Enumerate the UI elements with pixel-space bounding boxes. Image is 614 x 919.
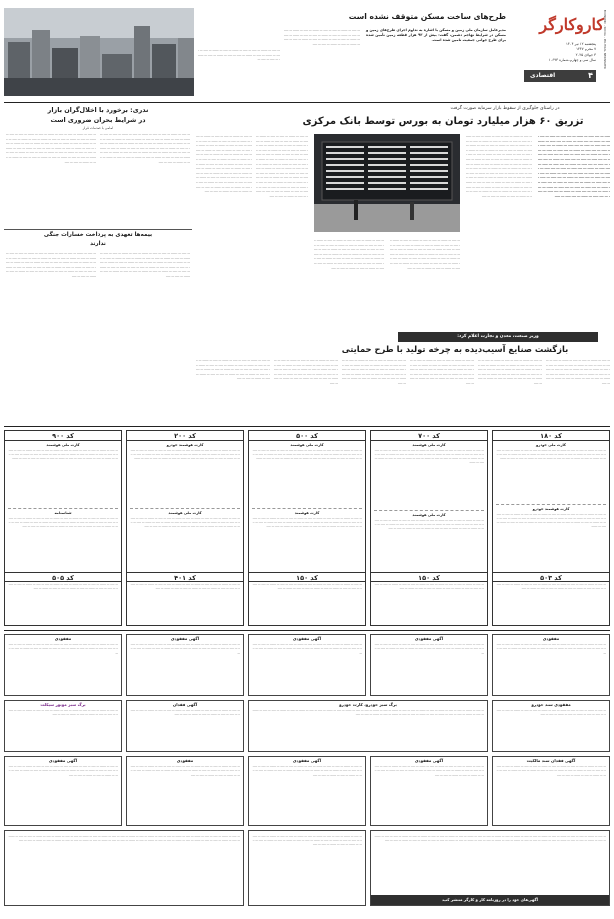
ad-text: ـــ ـــــ ـــ ـــــــ ـــ ـــــ ـــ ـــــ ـــ ـــــــ ـــ ـــــ ـــ ـــــــ ـــ ـــــ ـــ ـــــ ـــ ـــــــ ـــ ـــــ ـــ ـــــــ ـــ ـــــ ـــ ـــــ ـــ ـــــــ ـــ ـــــ ـــ ـــــــ ـــ ـــــ ـــ ـــــ ـــ ـــــــ ـــ ـــــ	[496, 581, 606, 590]
main-story-kicker: در راستای جلوگیری از سقوط بازار سرمایه صورت گرفت	[450, 106, 560, 111]
classified-title: آگهی مفقودی	[414, 636, 444, 641]
classified-ad	[4, 700, 122, 752]
main-story-body: ـــ ـــــ ـــ ـــــــ ـــ ـــــ ـــ ـــــ ـــ ـــــــ ـــ ـــــ ـــ ـــــــ ـــ ـــــ ـــ ـــــ ـــ ـــــــ ـــ ـــــ ـــ ـــــــ ـــ ـــــ ـــ ـــــ ـــ ـــــــ ـــ ـــــ ـــ ـــــــ ـــ ـــــ ـــ ـــــ ـــ ـــــــ ـــ ـــــ ـــ ـــــــ ـــ ـــــ ـــ ـــــ ـــ ـــــــ ـــ ـــــ ـــ ـــــــ ـــ ـــــ ـــ ـــــ ـــ ـــــــ ـــ ـــــ ـــ ـــــــ ـــ ـــــ ـــ ـــــ ـــ ـــــــ ـــ ـــــ ـــ ـــــــ ـــ ـــــ ـــ ـــــ ـــ ـــــــ ـــ ـــــ ـــ ـــــــ ـــ ـــــ ـــ ـــــ ـــ ـــــــ ـــ ـــــ ـــ ـــــــ ـــ ـــــ ـــ ـــــ ـــ ـــــــ ـــ ـــــ ـــ ـــــــ ـــ ـــــ ـــ ـــــ ـــ ـــــــ ـــ ـــــ ـــ ـــــــ ـــ ـــــ ـــ ـــــ ـــ ـــــــ ـــ ـــــ ـــ ـــــــ ـــ ـــــ ـــ ـــــ ـــ ـــــــ ـــ ـــــ ـــ ـــــــ ـــ ـــــ ـــ ـــــ ـــ ـــــــ ـــ ـــــ ـــ ـــــــ ـــ ـــــ ـــ ـــــ	[196, 134, 252, 194]
classified-text: ـــ ـــــ ـــ ـــــــ ـــ ـــــ ـــ ـــــ ـــ ـــــــ ـــ ـــــ ـــ ـــــــ ـــ ـــــ ـــ ـــــ ـــ ـــــــ ـــ ـــــ ـــ ـــــــ ـــ ـــــ ـــ ـــــ ـــ ـــــــ ـــ ـــــ ـــ ـــــــ ـــ ـــــ ـــ ـــــ ـــ ـــــــ ـــ ـــــ ـــ ـــــــ ـــ ـــــ ـــ ـــــ ـــ ـــــــ ـــ ـــــ ـــ ـــــــ ـــ ـــــ ـــ ـــــ	[252, 834, 362, 847]
ad-text: ـــ ـــــ ـــ ـــــــ ـــ ـــــ ـــ ـــــ ـــ ـــــــ ـــ ـــــ ـــ ـــــــ ـــ ـــــ ـــ ـــــ ـــ ـــــــ ـــ ـــــ ـــ ـــــــ ـــ ـــــ ـــ ـــــ ـــ ـــــــ ـــ ـــــ ـــ ـــــــ ـــ ـــــ ـــ ـــــ ـــ ـــــــ ـــ ـــــ ـــ ـــــــ ـــ ـــــ ـــ ـــــ ـــ ـــــــ ـــ ـــــ ـــ ـــــــ ـــ ـــــ ـــ ـــــ ـــ ـــــــ ـــ ـــــ ـــ ـــــــ ـــ ـــــ ـــ ـــــ	[252, 515, 362, 529]
ad-separator	[496, 504, 606, 505]
classified-ad	[492, 756, 610, 826]
ad-text: ـــ ـــــ ـــ ـــــــ ـــ ـــــ ـــ ـــــ ـــ ـــــــ ـــ ـــــ ـــ ـــــــ ـــ ـــــ ـــ ـــــ ـــ ـــــــ ـــ ـــــ ـــ ـــــــ ـــ ـــــ ـــ ـــــ ـــ ـــــــ ـــ ـــــ ـــ ـــــــ ـــ ـــــ ـــ ـــــ ـــ ـــــــ ـــ ـــــ ـــ ـــــــ ـــ ـــــ ـــ ـــــ ـــ ـــــــ ـــ ـــــ ـــ ـــــــ ـــ ـــــ ـــ ـــــ ـــ ـــــــ ـــ ـــــ ـــ ـــــــ ـــ ـــــ ـــ ـــــ	[130, 515, 240, 529]
ad-title: کارت ملی هوشمند	[290, 443, 324, 447]
logo: کاروکارگر	[539, 15, 604, 34]
side-story-headline: در شرایط بحران ضروری است	[50, 116, 146, 124]
ad-code: کد ۱۵۰	[249, 572, 365, 582]
ad-text: ـــ ـــــ ـــ ـــــــ ـــ ـــــ ـــ ـــــ ـــ ـــــــ ـــ ـــــ ـــ ـــــــ ـــ ـــــ ـــ ـــــ ـــ ـــــــ ـــ ـــــ ـــ ـــــــ ـــ ـــــ ـــ ـــــ ـــ ـــــــ ـــ ـــــ ـــ ـــــــ ـــ ـــــ ـــ ـــــ ـــ ـــــــ ـــ ـــــ	[130, 581, 240, 590]
ad-code: کد ۵۰۰	[249, 431, 365, 441]
side-story-headline: ندری: برخورد با اخلال‌گران بازار	[47, 106, 149, 114]
side-story-headline: بیمه‌ها تعهدی به پرداخت خسارات جنگی	[43, 232, 153, 238]
footer-ad-banner[interactable]	[371, 895, 609, 905]
classified-text: ـــ ـــــ ـــ ـــــــ ـــ ـــــ ـــ ـــــ ـــ ـــــــ ـــ ـــــ ـــ ـــــــ ـــ ـــــ ـــ ـــــ ـــ ـــــــ ـــ ـــــ ـــ ـــــــ ـــ ـــــ ـــ ـــــ ـــ ـــــــ ـــ ـــــ ـــ ـــــــ ـــ ـــــ ـــ ـــــ	[496, 708, 606, 717]
classified-title: مفقودی	[542, 636, 560, 641]
ad-code: کد ۷۰۰	[371, 431, 487, 441]
city-skyline-image	[4, 8, 194, 96]
industry-body: ـــ ـــــ ـــ ـــــــ ـــ ـــــ ـــ ـــــ ـــ ـــــــ ـــ ـــــ ـــ ـــــــ ـــ ـــــ ـــ ـــــ ـــ ـــــــ ـــ ـــــ ـــ ـــــــ ـــ ـــــ ـــ ـــــ ـــ ـــــــ ـــ ـــــ ـــ ـــــــ ـــ ـــــ ـــ ـــــ ـــ ـــــــ ـــ ـــــ ـــ ـــــــ ـــ ـــــ ـــ ـــــ ـــ ـــــــ ـــ ـــــ ـــ ـــــــ ـــ ـــــ ـــ ـــــ ـــ ـــــــ ـــ ـــــ ـــ ـــــــ ـــ ـــــ ـــ ـــــ	[478, 358, 542, 385]
classified-title: آگهی فقدان	[172, 702, 198, 707]
date-lines	[526, 42, 596, 64]
top-story-headline: طرح‌های ساخت مسکن متوقف نشده است	[348, 12, 506, 21]
ad-column	[248, 430, 366, 626]
main-story-lede: ـــــ ـــ ــــ ـــــ ـــ ــــــ ـــ ــــ ـــــ ـــ ـــــ ـــ ــــ ـــــ ـــ ــــــ ـــ ــــ ـــــ ـــ ـــــ ـــ ــــ ـــــ ـــ ــــــ ـــ ــــ ـــــ ـــ ـــــ ـــ ــــ ـــــ ـــ ــــــ ـــ ــــ ـــــ ـــ ـــــ ـــ ــــ ـــــ ـــ ــــــ ـــ ــــ ـــــ ـــ ـــــ ـــ ــــ ـــــ ـــ ــــــ ـــ ــــ ـــــ ـــ ـــــ ـــ ــــ ـــــ ـــ ــــــ ـــ ــــ ـــــ ـــ ـــــ ـــ ــــ ـــــ ـــ ــــــ ـــ ــــ ـــــ ـــ ـــــ ـــ ــــ ـــــ ـــ ــــــ ـــ ــــ ـــــ ـــ ـــــ ـــ ــــ ـــــ ـــ ــــــ ـــ ــــ ـــــ ـــ ـــــ ـــ ــــ ـــــ ـــ ــــــ ـــ ــــ ـــــ ـــ ـــــ ـــ ــــ ـــــ ـــ ــــــ ـــ ــــ ـــــ ـــ ـــــ ـــ ــــ ـــــ ـــ ــــــ ـــ ــــ ـــــ ـــ ـــــ ـــ ــــ ـــــ ـــ ــــــ ـــ ــــ ـــــ ـــ ـــــ ـــ ــــ ـــــ ـــ ــــــ ـــ ــــ ـــــ ـــ ـــــ ـــ ــــ ـــــ ـــ ــــــ ـــ ــــ ـــــ ـــ ـــــ ـــ ــــ ـــــ ـــ ــــــ ـــ ــــ ـــــ ـــ ـــــ ـــ ــــ ـــــ ـــ ــــــ ـــ ــــ ـــــ ـــ ـــــ	[538, 134, 610, 198]
classified-ad	[370, 756, 488, 826]
ad-text: ـــ ـــــ ـــ ـــــــ ـــ ـــــ ـــ ـــــ ـــ ـــــــ ـــ ـــــ ـــ ـــــــ ـــ ـــــ ـــ ـــــ ـــ ـــــــ ـــ ـــــ ـــ ـــــــ ـــ ـــــ ـــ ـــــ ـــ ـــــــ ـــ ـــــ ـــ ـــــــ ـــ ـــــ ـــ ـــــ ـــ ـــــــ ـــ ـــــ ـــ ـــــــ ـــ ـــــ ـــ ـــــ ـــ ـــــــ ـــ ـــــ ـــ ـــــــ ـــ ـــــ ـــ ـــــ ـــ ـــــــ ـــ ـــــ ـــ ـــــــ ـــ ـــــ ـــ ـــــ ـــ ـــــــ	[252, 447, 362, 461]
classified-title: مفقودی	[176, 758, 194, 763]
classified-text: ـــ ـــــ ـــ ـــــــ ـــ ـــــ ـــ ـــــ ـــ ـــــــ ـــ ـــــ ـــ ـــــــ ـــ ـــــ ـــ ـــــ ـــ ـــــــ ـــ ـــــ ـــ ـــــــ ـــ ـــــ ـــ ـــــ ـــ ـــــــ ـــ ـــــ ـــ ـــــــ ـــ ـــــ ـــ ـــــ ـــ ـــــــ ـــ ـــــ ـــ ـــــــ ـــ ـــــ ـــ ـــــ	[8, 642, 118, 655]
classified-title: مفقودی سند خودرو	[531, 702, 571, 707]
ad-subtitle: شناسنامه	[54, 510, 72, 515]
ad-column	[126, 430, 244, 626]
industry-kicker: وزیر صنعت، معدن و تجارت اعلام کرد:	[398, 332, 598, 342]
ad-text: ـــ ـــــ ـــ ـــــــ ـــ ـــــ ـــ ـــــ ـــ ـــــــ ـــ ـــــ ـــ ـــــــ ـــ ـــــ ـــ ـــــ ـــ ـــــــ ـــ ـــــ ـــ ـــــــ ـــ ـــــ ـــ ـــــ ـــ ـــــــ ـــ ـــــ ـــ ـــــــ ـــ ـــــ ـــ ـــــ ـــ ـــــــ ـــ ـــــ ـــ ـــــــ ـــ ـــــ ـــ ـــــ ـــ ـــــــ ـــ ـــــ ـــ ـــــــ ـــ ـــــ ـــ ـــــ ـــ ـــــــ ـــ ـــــ ـــ ـــــــ ـــ ـــــ ـــ ـــــ ـــ ـــــــ	[130, 447, 240, 461]
ad-separator	[130, 508, 240, 509]
industry-body: ـــ ـــــ ـــ ـــــــ ـــ ـــــ ـــ ـــــ ـــ ـــــــ ـــ ـــــ ـــ ـــــــ ـــ ـــــ ـــ ـــــ ـــ ـــــــ ـــ ـــــ ـــ ـــــــ ـــ ـــــ ـــ ـــــ ـــ ـــــــ ـــ ـــــ ـــ ـــــــ ـــ ـــــ ـــ ـــــ ـــ ـــــــ ـــ ـــــ ـــ ـــــــ ـــ ـــــ ـــ ـــــ ـــ ـــــــ ـــ ـــــ ـــ ـــــــ ـــ ـــــ ـــ ـــــ ـــ ـــــــ ـــ ـــــ ـــ ـــــــ ـــ ـــــ ـــ ـــــ	[342, 358, 406, 385]
ad-code: کد ۱۸۰	[493, 431, 609, 441]
ad-subtitle: کارت ملی هوشمند	[168, 510, 202, 515]
classified-title: آگهی مفقودی	[48, 758, 78, 763]
side-story	[4, 104, 192, 330]
classified-ad	[248, 634, 366, 696]
classified-ad	[492, 634, 610, 696]
classified-title: آگهی مفقودی	[414, 758, 444, 763]
ad-code: کد ۵۰۳	[493, 572, 609, 582]
divider	[4, 102, 610, 103]
divider	[4, 426, 610, 427]
main-story-body: ـــ ـــــ ـــ ـــــــ ـــ ـــــ ـــ ـــــ ـــ ـــــــ ـــ ـــــ ـــ ـــــــ ـــ ـــــ ـــ ـــــ ـــ ـــــــ ـــ ـــــ ـــ ـــــــ ـــ ـــــ ـــ ـــــ ـــ ـــــــ ـــ ـــــ ـــ ـــــــ ـــ ـــــ ـــ ـــــ ـــ ـــــــ ـــ ـــــ ـــ ـــــــ ـــ ـــــ ـــ ـــــ ـــ ـــــــ ـــ ـــــ ـــ ـــــــ ـــ ـــــ ـــ ـــــ ـــ ـــــــ ـــ ـــــ ـــ ـــــــ ـــ ـــــ ـــ ـــــ ـــ ـــــــ ـــ ـــــ ـــ ـــــــ ـــ ـــــ ـــ ـــــ ـــ ـــــــ ـــ ـــــ ـــ ـــــــ ـــ ـــــ ـــ ـــــ ـــ ـــــــ ـــ ـــــ ـــ ـــــــ ـــ ـــــ ـــ ـــــ	[390, 238, 460, 270]
ad-text: ـــ ـــــ ـــ ـــــــ ـــ ـــــ ـــ ـــــ ـــ ـــــــ ـــ ـــــ ـــ ـــــــ ـــ ـــــ ـــ ـــــ ـــ ـــــــ ـــ ـــــ ـــ ـــــــ ـــ ـــــ ـــ ـــــ ـــ ـــــــ ـــ ـــــ ـــ ـــــــ ـــ ـــــ ـــ ـــــ ـــ ـــــــ ـــ ـــــ	[8, 581, 118, 590]
industry-body: ـــ ـــــ ـــ ـــــــ ـــ ـــــ ـــ ـــــ ـــ ـــــــ ـــ ـــــ ـــ ـــــــ ـــ ـــــ ـــ ـــــ ـــ ـــــــ ـــ ـــــ ـــ ـــــــ ـــ ـــــ ـــ ـــــ ـــ ـــــــ ـــ ـــــ ـــ ـــــــ ـــ ـــــ ـــ ـــــ ـــ ـــــــ ـــ ـــــ ـــ ـــــــ ـــ ـــــ ـــ ـــــ ـــ ـــــــ ـــ ـــــ ـــ ـــــــ ـــ ـــــ ـــ ـــــ ـــ ـــــــ ـــ ـــــ ـــ ـــــــ ـــ ـــــ ـــ ـــــ	[196, 358, 270, 381]
classified-text: ـــ ـــــ ـــ ـــــــ ـــ ـــــ ـــ ـــــ ـــ ـــــــ ـــ ـــــ ـــ ـــــــ ـــ ـــــ ـــ ـــــ ـــ ـــــــ ـــ ـــــ ـــ ـــــــ ـــ ـــــ ـــ ـــــ ـــ ـــــــ ـــ ـــــ ـــ ـــــــ ـــ ـــــ ـــ ـــــ ـــ ـــــــ ـــ ـــــ ـــ ـــــــ ـــ ـــــ ـــ ـــــ	[374, 642, 484, 655]
side-story-byline: امامی با صدمات قرار	[82, 126, 114, 130]
ad-text: ـــ ـــــ ـــ ـــــــ ـــ ـــــ ـــ ـــــ ـــ ـــــــ ـــ ـــــ ـــ ـــــــ ـــ ـــــ ـــ ـــــ ـــ ـــــــ ـــ ـــــ ـــ ـــــــ ـــ ـــــ ـــ ـــــ ـــ ـــــــ ـــ ـــــ ـــ ـــــــ ـــ ـــــ ـــ ـــــ ـــ ـــــــ ـــ ـــــ	[374, 581, 484, 590]
top-story-body: ـــ ـــــ ـــ ـــــــ ـــ ـــــ ـــ ـــــ ـــ ـــــــ ـــ ـــــ ـــ ـــــــ ـــ ـــــ ـــ ـــــ ـــ ـــــــ ـــ ـــــ ـــ ـــــــ ـــ ـــــ ـــ ـــــ ـــ ـــــــ ـــ ـــــ ـــ ـــــــ ـــ ـــــ ـــ ـــــ ـــ	[198, 48, 280, 62]
classified-ad	[4, 830, 244, 906]
classified-text: ـــ ـــــ ـــ ـــــــ ـــ ـــــ ـــ ـــــ ـــ ـــــــ ـــ ـــــ ـــ ـــــــ ـــ ـــــ ـــ ـــــ ـــ ـــــــ ـــ ـــــ ـــ ـــــــ ـــ ـــــ ـــ ـــــ ـــ ـــــــ ـــ ـــــ ـــ ـــــــ ـــ ـــــ ـــ ـــــ ـــ ـــــــ ـــ ـــــ ـــ ـــــــ ـــ ـــــ ـــ ـــــ	[496, 642, 606, 655]
date-line: سال سی و چهارم-شماره ۱۰۶۹۳	[548, 58, 596, 63]
ad-text: ـــ ـــــ ـــ ـــــــ ـــ ـــــ ـــ ـــــ ـــ ـــــــ ـــ ـــــ ـــ ـــــــ ـــ ـــــ ـــ ـــــ ـــ ـــــــ ـــ ـــــ ـــ ـــــــ ـــ ـــــ ـــ ـــــ ـــ ـــــــ ـــ ـــــ ـــ ـــــــ ـــ ـــــ ـــ ـــــ ـــ ـــــــ ـــ ـــــ ـــ ـــــــ ـــ ـــــ ـــ ـــــ ـــ ـــــــ ـــ ـــــ ـــ ـــــــ ـــ ـــــ ـــ ـــــ ـــ ـــــــ ـــ ـــــ ـــ ـــــــ ـــ ـــــ ـــ ـــــ	[374, 517, 484, 531]
classified-ad	[248, 830, 366, 906]
date-line: ۳ جولای ۲۰۲۵	[575, 52, 596, 57]
masthead	[514, 8, 610, 100]
ad-code: کد ۹۰۰	[5, 431, 121, 441]
classified-ad	[370, 830, 610, 906]
ad-text: ـــ ـــــ ـــ ـــــــ ـــ ـــــ ـــ ـــــ ـــ ـــــــ ـــ ـــــ ـــ ـــــــ ـــ ـــــ ـــ ـــــ ـــ ـــــــ ـــ ـــــ ـــ ـــــــ ـــ ـــــ ـــ ـــــ ـــ ـــــــ ـــ ـــــ ـــ ـــــــ ـــ ـــــ ـــ ـــــ ـــ ـــــــ ـــ ـــــ ـــ ـــــــ ـــ ـــــ ـــ ـــــ ـــ ـــــــ ـــ ـــــ ـــ ـــــــ ـــ ـــــ ـــ ـــــ ـــ ـــــــ ـــ ـــــ ـــ ـــــــ ـــ ـــــ ـــ ـــــ ـــ ـــــــ	[496, 447, 606, 461]
masthead-vertical-text: ECONOMIC - SOCIAL - POLITICAL NEWSPAPER	[602, 9, 606, 69]
ad-separator	[8, 508, 118, 509]
top-story	[198, 8, 506, 100]
page-number: ۴	[588, 71, 593, 80]
ad-column	[4, 430, 122, 626]
classified-ad	[248, 700, 488, 752]
ad-text: ـــ ـــــ ـــ ـــــــ ـــ ـــــ ـــ ـــــ ـــ ـــــــ ـــ ـــــ ـــ ـــــــ ـــ ـــــ ـــ ـــــ ـــ ـــــــ ـــ ـــــ ـــ ـــــــ ـــ ـــــ ـــ ـــــ ـــ ـــــــ ـــ ـــــ ـــ ـــــــ ـــ ـــــ ـــ ـــــ ـــ ـــــــ ـــ ـــــ	[252, 581, 362, 590]
classified-ad	[126, 756, 244, 826]
stock-board-image	[314, 134, 460, 232]
ad-code: کد ۲۰۰	[127, 431, 243, 441]
date-line: پنجشنبه ۱۲ تیر ۱۴۰۴	[566, 42, 596, 46]
classified-text: ـــ ـــــ ـــ ـــــــ ـــ ـــــ ـــ ـــــ ـــ ـــــــ ـــ ـــــ ـــ ـــــــ ـــ ـــــ ـــ ـــــ ـــ ـــــــ ـــ ـــــ ـــ ـــــــ ـــ ـــــ ـــ ـــــ ـــ ـــــــ ـــ ـــــ ـــ ـــــــ ـــ ـــــ ـــ ـــــ ـــ ـــــــ ـــ ـــــ ـــ ـــــــ ـــ ـــــ ـــ ـــــ ـــ ـــــــ ـــ ـــــ ـــ ـــــــ ـــ ـــــ ـــ ـــــ	[130, 764, 240, 777]
classified-text: ـــ ـــــ ـــ ـــــــ ـــ ـــــ ـــ ـــــ ـــ ـــــــ ـــ ـــــ ـــ ـــــــ ـــ ـــــ ـــ ـــــ ـــ ـــــــ ـــ ـــــ ـــ ـــــــ ـــ ـــــ ـــ ـــــ ـــ ـــــــ ـــ ـــــ ـــ ـــــــ ـــ ـــــ ـــ ـــــ ـــ ـــــــ ـــ ـــــ ـــ ـــــــ ـــ ـــــ ـــ ـــــ ـــ ـــــــ ـــ ـــــ ـــ ـــــــ ـــ ـــــ ـــ ـــــ	[496, 764, 606, 777]
ad-columns	[4, 430, 610, 626]
city-skyline-photo	[4, 8, 194, 96]
ad-column	[370, 430, 488, 626]
industry-story	[196, 332, 610, 422]
ad-title: کارت ملی هوشمند	[412, 443, 446, 447]
industry-body: ـــ ـــــ ـــ ـــــــ ـــ ـــــ ـــ ـــــ ـــ ـــــــ ـــ ـــــ ـــ ـــــــ ـــ ـــــ ـــ ـــــ ـــ ـــــــ ـــ ـــــ ـــ ـــــــ ـــ ـــــ ـــ ـــــ ـــ ـــــــ ـــ ـــــ ـــ ـــــــ ـــ ـــــ ـــ ـــــ ـــ ـــــــ ـــ ـــــ ـــ ـــــــ ـــ ـــــ ـــ ـــــ ـــ ـــــــ ـــ ـــــ ـــ ـــــــ ـــ ـــــ ـــ ـــــ ـــ ـــــــ ـــ ـــــ ـــ ـــــــ ـــ ـــــ ـــ ـــــ	[410, 358, 474, 385]
ad-subtitle: کارت هوشمند خودرو	[532, 506, 570, 511]
ad-text: ـــ ـــــ ـــ ـــــــ ـــ ـــــ ـــ ـــــ ـــ ـــــــ ـــ ـــــ ـــ ـــــــ ـــ ـــــ ـــ ـــــ ـــ ـــــــ ـــ ـــــ ـــ ـــــــ ـــ ـــــ ـــ ـــــ ـــ ـــــــ ـــ ـــــ ـــ ـــــــ ـــ ـــــ ـــ ـــــ ـــ ـــــــ ـــ ـــــ ـــ ـــــــ ـــ ـــــ ـــ ـــــ ـــ ـــــــ ـــ ـــــ ـــ ـــــــ ـــ ـــــ ـــ ـــــ ـــ ـــــــ ـــ ـــــ ـــ ـــــــ ـــ ـــــ ـــ ـــــ	[8, 515, 118, 529]
section-bar	[524, 70, 596, 82]
classified-text: ـــ ـــــ ـــ ـــــــ ـــ ـــــ ـــ ـــــ ـــ ـــــــ ـــ ـــــ ـــ ـــــــ ـــ ـــــ ـــ ـــــ ـــ ـــــــ ـــ ـــــ ـــ ـــــــ ـــ ـــــ ـــ ـــــ ـــ ـــــــ ـــ ـــــ ـــ ـــــــ ـــ ـــــ ـــ ـــــ ـــ ـــــــ ـــ ـــــ ـــ ـــــــ ـــ ـــــ ـــ ـــــ ـــ ـــــــ ـــ ـــــ ـــ ـــــــ ـــ ـــــ ـــ ـــــ ـــ ـــــــ ـــ ـــــ ـــ ـــــــ ـــ ـــــ ـــ ـــــ ـــ ـــــــ ـــ ـــــ ـــ ـــــــ ـــ ـــــ ـــ ـــــ ـــ ـــــــ ـــ ـــــ ـــ ـــــــ ـــ ـــــ ـــ ـــــ ـــ ـــــــ ـــ ـــــ ـــ ـــــــ ـــ ـــــ ـــ ـــــ	[8, 834, 240, 843]
main-story-body: ـــ ـــــ ـــ ـــــــ ـــ ـــــ ـــ ـــــ ـــ ـــــــ ـــ ـــــ ـــ ـــــــ ـــ ـــــ ـــ ـــــ ـــ ـــــــ ـــ ـــــ ـــ ـــــــ ـــ ـــــ ـــ ـــــ ـــ ـــــــ ـــ ـــــ ـــ ـــــــ ـــ ـــــ ـــ ـــــ ـــ ـــــــ ـــ ـــــ ـــ ـــــــ ـــ ـــــ ـــ ـــــ ـــ ـــــــ ـــ ـــــ ـــ ـــــــ ـــ ـــــ ـــ ـــــ ـــ ـــــــ ـــ ـــــ ـــ ـــــــ ـــ ـــــ ـــ ـــــ ـــ ـــــــ ـــ ـــــ ـــ ـــــــ ـــ ـــــ ـــ ـــــ ـــ ـــــــ ـــ ـــــ ـــ ـــــــ ـــ ـــــ ـــ ـــــ ـــ ـــــــ ـــ ـــــ ـــ ـــــــ ـــ ـــــ ـــ ـــــ	[314, 238, 384, 270]
ad-subtitle: کارت هوشمند	[294, 510, 320, 515]
classified-ad	[492, 700, 610, 752]
classified-ad	[248, 756, 366, 826]
ad-separator	[374, 510, 484, 511]
ad-title: کارت ملی خودرو	[536, 443, 566, 447]
industry-body: ـــ ـــــ ـــ ـــــــ ـــ ـــــ ـــ ـــــ ـــ ـــــــ ـــ ـــــ ـــ ـــــــ ـــ ـــــ ـــ ـــــ ـــ ـــــــ ـــ ـــــ ـــ ـــــــ ـــ ـــــ ـــ ـــــ ـــ ـــــــ ـــ ـــــ ـــ ـــــــ ـــ ـــــ ـــ ـــــ ـــ ـــــــ ـــ ـــــ ـــ ـــــــ ـــ ـــــ ـــ ـــــ ـــ ـــــــ ـــ ـــــ ـــ ـــــــ ـــ ـــــ ـــ ـــــ ـــ ـــــــ ـــ ـــــ ـــ ـــــــ ـــ ـــــ ـــ ـــــ	[546, 358, 610, 385]
main-story-body: ـــ ـــــ ـــ ـــــــ ـــ ـــــ ـــ ـــــ ـــ ـــــــ ـــ ـــــ ـــ ـــــــ ـــ ـــــ ـــ ـــــ ـــ ـــــــ ـــ ـــــ ـــ ـــــــ ـــ ـــــ ـــ ـــــ ـــ ـــــــ ـــ ـــــ ـــ ـــــــ ـــ ـــــ ـــ ـــــ ـــ ـــــــ ـــ ـــــ ـــ ـــــــ ـــ ـــــ ـــ ـــــ ـــ ـــــــ ـــ ـــــ ـــ ـــــــ ـــ ـــــ ـــ ـــــ ـــ ـــــــ ـــ ـــــ ـــ ـــــــ ـــ ـــــ ـــ ـــــ ـــ ـــــــ ـــ ـــــ ـــ ـــــــ ـــ ـــــ ـــ ـــــ ـــ ـــــــ ـــ ـــــ ـــ ـــــــ ـــ ـــــ ـــ ـــــ ـــ ـــــــ ـــ ـــــ ـــ ـــــــ ـــ ـــــ ـــ ـــــ ـــ ـــــــ ـــ ـــــ ـــ ـــــــ ـــ ـــــ ـــ ـــــ ـــ ـــــــ ـــ ـــــ ـــ ـــــــ ـــ ـــــ ـــ ـــــ ـــ ـــــــ ـــ ـــــ ـــ ـــــــ ـــ ـــــ ـــ ـــــ ـــ ـــــــ ـــ ـــــ ـــ ـــــــ ـــ ـــــ ـــ ـــــ ـــ ـــــــ ـــ ـــــ ـــ ـــــــ ـــ ـــــ ـــ ـــــ	[256, 134, 308, 198]
industry-headline: بازگشت صنایع آسیب‌دیده به چرخه تولید با طرح حمایتی	[341, 344, 569, 354]
top-story-body: ـــ ـــــ ـــ ـــــــ ـــ ـــــ ـــ ـــــ ـــ ـــــــ ـــ ـــــ ـــ ـــــــ ـــ ـــــ ـــ ـــــ ـــ ـــــــ ـــ ـــــ ـــ ـــــــ ـــ ـــــ ـــ ـــــ ـــ ـــــــ ـــ ـــــ ـــ ـــــــ ـــ ـــــ ـــ ـــــ ـــ ـــــــ ـــ ـــــ ـــ ـــــــ ـــ ـــــ ـــ ـــــ ـــ ـــــــ ـــ ـــــ ـــ ـــــــ ـــ ـــــ ـــ ـــــ	[284, 28, 360, 46]
date-line: ۷ محرم ۱۴۴۷	[576, 47, 596, 52]
classified-text: ـــ ـــــ ـــ ـــــــ ـــ ـــــ ـــ ـــــ ـــ ـــــــ ـــ ـــــ ـــ ـــــــ ـــ ـــــ ـــ ـــــ ـــ ـــــــ ـــ ـــــ ـــ ـــــــ ـــ ـــــ ـــ ـــــ ـــ ـــــــ ـــ ـــــ ـــ ـــــــ ـــ ـــــ ـــ ـــــ ـــ ـــــــ ـــ ـــــ ـــ ـــــــ ـــ ـــــ ـــ ـــــ ـــ ـــــــ ـــ ـــــ ـــ ـــــــ ـــ ـــــ ـــ ـــــ	[8, 764, 118, 777]
classified-text: ـــ ـــــ ـــ ـــــــ ـــ ـــــ ـــ ـــــ ـــ ـــــــ ـــ ـــــ ـــ ـــــــ ـــ ـــــ ـــ ـــــ ـــ ـــــــ ـــ ـــــ ـــ ـــــــ ـــ ـــــ ـــ ـــــ ـــ ـــــــ ـــ ـــــ ـــ ـــــــ ـــ ـــــ ـــ ـــــ ـــ ـــــــ ـــ ـــــ ـــ ـــــــ ـــ ـــــ ـــ ـــــ ـــ ـــــــ ـــ ـــــ ـــ ـــــــ ـــ ـــــ ـــ ـــــ	[252, 764, 362, 777]
top-story-lede: مدیرعامل سازمان ملی زمین و مسکن با اشاره به تداوم اجرای طرح‌های زمین و مسکن در شرایط تهاجم دشمن، گفت: بیش از ۹۳ هزار قطعه زمین تأمین شده برای طرح جوانی جمعیت تامین شده است.	[366, 28, 507, 43]
classified-text: ـــ ـــــ ـــ ـــــــ ـــ ـــــ ـــ ـــــ ـــ ـــــــ ـــ ـــــ ـــ ـــــــ ـــ ـــــ ـــ ـــــ ـــ ـــــــ ـــ ـــــ ـــ ـــــــ ـــ ـــــ ـــ ـــــ ـــ ـــــــ ـــ ـــــ ـــ ـــــــ ـــ ـــــ ـــ ـــــ ـــ ـــــــ ـــ ـــــ ـــ ـــــــ ـــ ـــــ ـــ ـــــ ـــ ـــــــ ـــ ـــــ ـــ ـــــــ ـــ ـــــ ـــ ـــــ ـــ ـــــــ ـــ ـــــ ـــ ـــــــ ـــ ـــــ ـــ ـــــ ـــ ـــــــ ـــ ـــــ ـــ ـــــــ ـــ ـــــ ـــ ـــــ ـــ ـــــــ ـــ ـــــ ـــ ـــــــ ـــ ـــــ ـــ ـــــ ـــ ـــــــ ـــ ـــــ ـــ ـــــــ ـــ ـــــ ـــ ـــــ	[374, 834, 606, 843]
side-story-body: ـــ ـــــ ـــ ـــــــ ـــ ـــــ ـــ ـــــ ـــ ـــــــ ـــ ـــــ ـــ ـــــــ ـــ ـــــ ـــ ـــــ ـــ ـــــــ ـــ ـــــ ـــ ـــــــ ـــ ـــــ ـــ ـــــ ـــ ـــــــ ـــ ـــــ ـــ ـــــــ ـــ ـــــ ـــ ـــــ ـــ ـــــــ ـــ ـــــ ـــ ـــــــ ـــ ـــــ ـــ ـــــ ـــ ـــــــ ـــ ـــــ ـــ ـــــــ ـــ ـــــ ـــ ـــــ ـــ ـــــــ ـــ ـــــ ـــ ـــــــ ـــ ـــــ ـــ ـــــ ـــ ـــــــ ـــ ـــــ ـــ ـــــــ ـــ ـــــ ـــ ـــــ ـــ ـــــــ ـــ ـــــ ـــ ـــــــ ـــ ـــــ ـــ ـــــ ـــ ـــــــ ـــ ـــــ ـــ ـــــــ ـــ ـــــ ـــ ـــــ	[6, 251, 96, 278]
classified-text: ـــ ـــــ ـــ ـــــــ ـــ ـــــ ـــ ـــــ ـــ ـــــــ ـــ ـــــ ـــ ـــــــ ـــ ـــــ ـــ ـــــ ـــ ـــــــ ـــ ـــــ ـــ ـــــــ ـــ ـــــ ـــ ـــــ ـــ ـــــــ ـــ ـــــ ـــ ـــــــ ـــ ـــــ ـــ ـــــ	[8, 708, 118, 717]
side-story-body: ـــ ـــــ ـــ ـــــــ ـــ ـــــ ـــ ـــــ ـــ ـــــــ ـــ ـــــ ـــ ـــــــ ـــ ـــــ ـــ ـــــ ـــ ـــــــ ـــ ـــــ ـــ ـــــــ ـــ ـــــ ـــ ـــــ ـــ ـــــــ ـــ ـــــ ـــ ـــــــ ـــ ـــــ ـــ ـــــ ـــ ـــــــ ـــ ـــــ ـــ ـــــــ ـــ ـــــ ـــ ـــــ ـــ ـــــــ ـــ ـــــ ـــ ـــــــ ـــ ـــــ ـــ ـــــ ـــ ـــــــ ـــ ـــــ ـــ ـــــــ ـــ ـــــ ـــ ـــــ ـــ ـــــــ ـــ ـــــ ـــ ـــــــ ـــ ـــــ ـــ ـــــ ـــ ـــــــ ـــ ـــــ ـــ ـــــــ ـــ ـــــ ـــ ـــــ ـــ ـــــــ ـــ ـــــ ـــ ـــــــ ـــ ـــــ ـــ ـــــ ـــ ـــــــ ـــ ـــــ ـــ ـــــــ ـــ ـــــ ـــ ـــــ ـــ ـــــــ ـــ ـــــ ـــ ـــــــ ـــ ـــــ ـــ ـــــ	[6, 132, 96, 164]
side-story-body: ـــ ـــــ ـــ ـــــــ ـــ ـــــ ـــ ـــــ ـــ ـــــــ ـــ ـــــ ـــ ـــــــ ـــ ـــــ ـــ ـــــ ـــ ـــــــ ـــ ـــــ ـــ ـــــــ ـــ ـــــ ـــ ـــــ ـــ ـــــــ ـــ ـــــ ـــ ـــــــ ـــ ـــــ ـــ ـــــ ـــ ـــــــ ـــ ـــــ ـــ ـــــــ ـــ ـــــ ـــ ـــــ ـــ ـــــــ ـــ ـــــ ـــ ـــــــ ـــ ـــــ ـــ ـــــ ـــ ـــــــ ـــ ـــــ ـــ ـــــــ ـــ ـــــ ـــ ـــــ ـــ ـــــــ ـــ ـــــ ـــ ـــــــ ـــ ـــــ ـــ ـــــ ـــ ـــــــ ـــ ـــــ ـــ ـــــــ ـــ ـــــ ـــ ـــــ ـــ ـــــــ ـــ ـــــ ـــ ـــــــ ـــ ـــــ ـــ ـــــ	[100, 251, 190, 278]
classified-ad	[370, 634, 488, 696]
classified-text: ـــ ـــــ ـــ ـــــــ ـــ ـــــ ـــ ـــــ ـــ ـــــــ ـــ ـــــ ـــ ـــــــ ـــ ـــــ ـــ ـــــ ـــ ـــــــ ـــ ـــــ ـــ ـــــــ ـــ ـــــ ـــ ـــــ ـــ ـــــــ ـــ ـــــ ـــ ـــــــ ـــ ـــــ ـــ ـــــ	[130, 708, 240, 717]
main-story-body: ـــ ـــــ ـــ ـــــــ ـــ ـــــ ـــ ـــــ ـــ ـــــــ ـــ ـــــ ـــ ـــــــ ـــ ـــــ ـــ ـــــ ـــ ـــــــ ـــ ـــــ ـــ ـــــــ ـــ ـــــ ـــ ـــــ ـــ ـــــــ ـــ ـــــ ـــ ـــــــ ـــ ـــــ ـــ ـــــ ـــ ـــــــ ـــ ـــــ ـــ ـــــــ ـــ ـــــ ـــ ـــــ ـــ ـــــــ ـــ ـــــ ـــ ـــــــ ـــ ـــــ ـــ ـــــ ـــ ـــــــ ـــ ـــــ ـــ ـــــــ ـــ ـــــ ـــ ـــــ ـــ ـــــــ ـــ ـــــ ـــ ـــــــ ـــ ـــــ ـــ ـــــ ـــ ـــــــ ـــ ـــــ ـــ ـــــــ ـــ ـــــ ـــ ـــــ ـــ ـــــــ ـــ ـــــ ـــ ـــــــ ـــ ـــــ ـــ ـــــ ـــ ـــــــ ـــ ـــــ ـــ ـــــــ ـــ ـــــ ـــ ـــــ ـــ ـــــــ ـــ ـــــ ـــ ـــــــ ـــ ـــــ ـــ ـــــ ـــ ـــــــ ـــ ـــــ ـــ ـــــــ ـــ ـــــ ـــ ـــــ ـــ ـــــــ ـــ ـــــ ـــ ـــــــ ـــ ـــــ ـــ ـــــ ـــ ـــــــ ـــ ـــــ ـــ ـــــــ ـــ ـــــ ـــ ـــــ ـــ ـــــــ ـــ ـــــ ـــ ـــــــ ـــ ـــــ ـــ ـــــ ـــ ـــــــ ـــ ـــــ ـــ ـــــــ ـــ ـــــ ـــ ـــــ ـــ ـــــــ ـــ ـــــ ـــ ـــــــ ـــ ـــــ ـــ ـــــ ـــ ـــــــ ـــ ـــــ ـــ ـــــــ ـــ ـــــ ـــ ـــــ	[466, 134, 532, 198]
ad-title: کارت هوشمند خودرو	[166, 443, 204, 447]
stock-exchange-photo	[314, 134, 460, 232]
classified-title: آگهی مفقودی	[292, 636, 322, 641]
side-story-body: ـــ ـــــ ـــ ـــــــ ـــ ـــــ ـــ ـــــ ـــ ـــــــ ـــ ـــــ ـــ ـــــــ ـــ ـــــ ـــ ـــــ ـــ ـــــــ ـــ ـــــ ـــ ـــــــ ـــ ـــــ ـــ ـــــ ـــ ـــــــ ـــ ـــــ ـــ ـــــــ ـــ ـــــ ـــ ـــــ ـــ ـــــــ ـــ ـــــ ـــ ـــــــ ـــ ـــــ ـــ ـــــ ـــ ـــــــ ـــ ـــــ ـــ ـــــــ ـــ ـــــ ـــ ـــــ ـــ ـــــــ ـــ ـــــ ـــ ـــــــ ـــ ـــــ ـــ ـــــ ـــ ـــــــ ـــ ـــــ ـــ ـــــــ ـــ ـــــ ـــ ـــــ ـــ ـــــــ ـــ ـــــ ـــ ـــــــ ـــ ـــــ ـــ ـــــ ـــ ـــــــ ـــ ـــــ ـــ ـــــــ ـــ ـــــ ـــ ـــــ ـــ ـــــــ ـــ ـــــ ـــ ـــــــ ـــ ـــــ ـــ ـــــ ـــ ـــــــ ـــ ـــــ ـــ ـــــــ ـــ ـــــ ـــ ـــــ	[100, 132, 190, 164]
footer-ad-text: آگهی‌های خود را در روزنامه کار و کارگر منتشر کنید	[442, 897, 538, 902]
classified-ad	[126, 700, 244, 752]
classified-title: برگ سبز موتور سیکلت	[40, 702, 86, 707]
industry-body: ـــ ـــــ ـــ ـــــــ ـــ ـــــ ـــ ـــــ ـــ ـــــــ ـــ ـــــ ـــ ـــــــ ـــ ـــــ ـــ ـــــ ـــ ـــــــ ـــ ـــــ ـــ ـــــــ ـــ ـــــ ـــ ـــــ ـــ ـــــــ ـــ ـــــ ـــ ـــــــ ـــ ـــــ ـــ ـــــ ـــ ـــــــ ـــ ـــــ ـــ ـــــــ ـــ ـــــ ـــ ـــــ ـــ ـــــــ ـــ ـــــ ـــ ـــــــ ـــ ـــــ ـــ ـــــ ـــ ـــــــ ـــ ـــــ ـــ ـــــــ ـــ ـــــ ـــ ـــــ	[274, 358, 338, 385]
ad-text: ـــ ـــــ ـــ ـــــــ ـــ ـــــ ـــ ـــــ ـــ ـــــــ ـــ ـــــ ـــ ـــــــ ـــ ـــــ ـــ ـــــ ـــ ـــــــ ـــ ـــــ ـــ ـــــــ ـــ ـــــ ـــ ـــــ ـــ ـــــــ ـــ ـــــ ـــ ـــــــ ـــ ـــــ ـــ ـــــ ـــ ـــــــ ـــ ـــــ ـــ ـــــــ ـــ ـــــ ـــ ـــــ ـــ ـــــــ ـــ ـــــ ـــ ـــــــ ـــ ـــــ ـــ ـــــ ـــ ـــــــ ـــ ـــــ ـــ ـــــــ ـــ ـــــ ـــ ـــــ ـــ ـــــــ ـــ ـــــ ـــ ـــــــ	[496, 511, 606, 529]
ad-text: ـــ ـــــ ـــ ـــــــ ـــ ـــــ ـــ ـــــ ـــ ـــــــ ـــ ـــــ ـــ ـــــــ ـــ ـــــ ـــ ـــــ ـــ ـــــــ ـــ ـــــ ـــ ـــــــ ـــ ـــــ ـــ ـــــ ـــ ـــــــ ـــ ـــــ ـــ ـــــــ ـــ ـــــ ـــ ـــــ ـــ ـــــــ ـــ ـــــ ـــ ـــــــ ـــ ـــــ ـــ ـــــ ـــ ـــــــ ـــ ـــــ ـــ ـــــــ ـــ ـــــ ـــ ـــــ ـــ ـــــــ ـــ ـــــ ـــ ـــــــ ـــ ـــــ ـــ ـــــ ـــ ـــــــ	[8, 447, 118, 461]
divider	[4, 229, 192, 230]
classified-text: ـــ ـــــ ـــ ـــــــ ـــ ـــــ ـــ ـــــ ـــ ـــــــ ـــ ـــــ ـــ ـــــــ ـــ ـــــ ـــ ـــــ ـــ ـــــــ ـــ ـــــ ـــ ـــــــ ـــ ـــــ ـــ ـــــ ـــ ـــــــ ـــ ـــــ ـــ ـــــــ ـــ ـــــ ـــ ـــــ ـــ ـــــــ ـــ ـــــ ـــ ـــــــ ـــ ـــــ ـــ ـــــ	[252, 642, 362, 655]
classified-title: آگهی مفقودی	[292, 758, 322, 763]
ad-column	[492, 430, 610, 626]
side-story-headline: ندارند	[90, 241, 106, 247]
classified-text: ـــ ـــــ ـــ ـــــــ ـــ ـــــ ـــ ـــــ ـــ ـــــــ ـــ ـــــ ـــ ـــــــ ـــ ـــــ ـــ ـــــ ـــ ـــــــ ـــ ـــــ ـــ ـــــــ ـــ ـــــ ـــ ـــــ ـــ ـــــــ ـــ ـــــ ـــ ـــــــ ـــ ـــــ ـــ ـــــ ـــ ـــــــ ـــ ـــــ ـــ ـــــــ ـــ ـــــ ـــ ـــــ ـــ ـــــــ ـــ ـــــ ـــ ـــــــ ـــ ـــــ ـــ ـــــ	[374, 764, 484, 777]
classified-title: آگهی مفقودی	[170, 636, 200, 641]
classified-text: ـــ ـــــ ـــ ـــــــ ـــ ـــــ ـــ ـــــ ـــ ـــــــ ـــ ـــــ ـــ ـــــــ ـــ ـــــ ـــ ـــــ ـــ ـــــــ ـــ ـــــ ـــ ـــــــ ـــ ـــــ ـــ ـــــ ـــ ـــــــ ـــ ـــــ ـــ ـــــــ ـــ ـــــ ـــ ـــــ ـــ ـــــــ ـــ ـــــ ـــ ـــــــ ـــ ـــــ ـــ ـــــ ـــ ـــــــ ـــ ـــــ ـــ ـــــــ ـــ ـــــ ـــ ـــــ ـــ ـــــــ ـــ ـــــ ـــ ـــــــ ـــ ـــــ ـــ ـــــ ـــ ـــــــ ـــ ـــــ ـــ ـــــــ ـــ ـــــ ـــ ـــــ	[252, 708, 484, 717]
classified-ad	[126, 634, 244, 696]
ad-subtitle: کارت ملی هوشمند	[412, 512, 446, 517]
classified-title: آگهی فقدان سند مالکیت	[526, 758, 576, 763]
ad-title: کارت ملی هوشمند	[46, 443, 80, 447]
ad-text: ـــ ـــــ ـــ ـــــــ ـــ ـــــ ـــ ـــــ ـــ ـــــــ ـــ ـــــ ـــ ـــــــ ـــ ـــــ ـــ ـــــ ـــ ـــــــ ـــ ـــــ ـــ ـــــــ ـــ ـــــ ـــ ـــــ ـــ ـــــــ ـــ ـــــ ـــ ـــــــ ـــ ـــــ ـــ ـــــ ـــ ـــــــ ـــ ـــــ ـــ ـــــــ ـــ ـــــ ـــ ـــــ ـــ ـــــــ ـــ ـــــ ـــ ـــــــ ـــ ـــــ ـــ ـــــ ـــ ـــــــ ـــ ـــــ ـــ ـــــــ ـــ ـــــ ـــ ـــــ ـــ ـــــــ ـــ ـــــ ـــ ـــــــ	[374, 447, 484, 465]
classifieds	[4, 634, 610, 906]
divider	[4, 630, 610, 631]
ad-code: کد ۵۰۵	[5, 572, 121, 582]
main-story-headline: تزریق ۶۰ هزار میلیارد تومان به بورس توسط بانک مرکزی	[302, 116, 584, 127]
ad-code: کد ۱۵۰	[371, 572, 487, 582]
section-name: اقتصادی	[530, 72, 556, 79]
classified-ad	[4, 756, 122, 826]
classified-ad	[4, 634, 122, 696]
classified-text: ـــ ـــــ ـــ ـــــــ ـــ ـــــ ـــ ـــــ ـــ ـــــــ ـــ ـــــ ـــ ـــــــ ـــ ـــــ ـــ ـــــ ـــ ـــــــ ـــ ـــــ ـــ ـــــــ ـــ ـــــ ـــ ـــــ ـــ ـــــــ ـــ ـــــ ـــ ـــــــ ـــ ـــــ ـــ ـــــ ـــ ـــــــ ـــ ـــــ ـــ ـــــــ ـــ ـــــ ـــ ـــــ	[130, 642, 240, 655]
classified-title: برگ سبز خودرو، کارت خودرو	[339, 702, 397, 707]
main-story	[196, 104, 610, 330]
ad-separator	[252, 508, 362, 509]
classified-title: مفقودی	[54, 636, 72, 641]
ad-code: کد ۴۰۱	[127, 572, 243, 582]
